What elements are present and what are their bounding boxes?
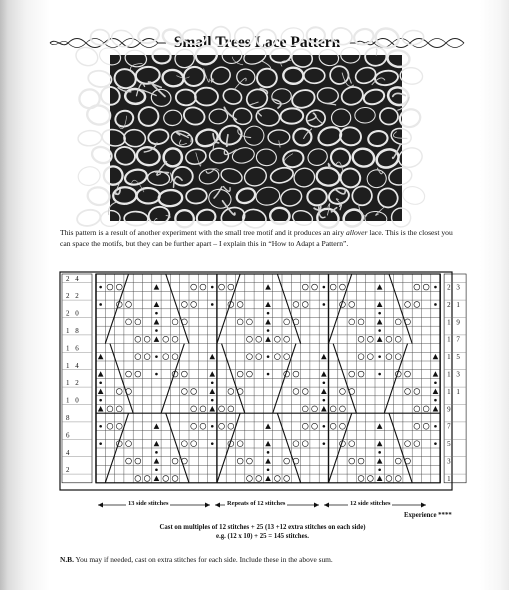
knot-symbol [211, 286, 214, 289]
left-row-number: 1 2 [66, 379, 81, 388]
right-row-number: 3 [447, 457, 453, 466]
left-row-number: 2 2 [66, 292, 81, 301]
experience-rating: Experience **** [404, 512, 452, 519]
knot-symbol [323, 399, 326, 402]
note-label: N.B. [60, 555, 74, 564]
intro-text-1: This pattern is a result of another experiment with the small tree motif and it produces an airy [60, 228, 346, 237]
right-row-number: 7 [447, 422, 453, 431]
right-row-number: 1 [447, 474, 453, 483]
right-side-label: 12 side stitches [350, 500, 391, 507]
cast-on-instructions [60, 523, 465, 541]
repeat-label-row [213, 499, 321, 511]
knot-symbol [434, 381, 437, 384]
right-row-number: 1 5 [447, 353, 462, 362]
knot-symbol [155, 451, 158, 454]
right-row-number: 9 [447, 405, 453, 414]
right-side-label-row [322, 499, 428, 511]
left-row-number: 6 [66, 431, 72, 440]
knot-symbol [378, 329, 381, 332]
repeat-label: Repeats of 12 stitches [227, 500, 286, 507]
knot-symbol [99, 303, 102, 306]
knot-symbol [99, 425, 102, 428]
knot-symbol [434, 303, 437, 306]
knot-symbol [211, 381, 214, 384]
knot-symbol [99, 442, 102, 445]
left-side-label: 13 side stitches [128, 500, 169, 507]
knot-symbol [211, 399, 214, 402]
knot-symbol [323, 303, 326, 306]
knot-symbol [434, 399, 437, 402]
right-row-number: 1 1 [447, 387, 462, 396]
knot-symbol [155, 468, 158, 471]
knot-symbol [211, 303, 214, 306]
knot-symbol [155, 312, 158, 315]
knot-symbol [323, 286, 326, 289]
knot-symbol [211, 442, 214, 445]
intro-text-2: lace. This is the closest you can space the motifs, but they can be further apart – I explain this in “How to Adapt a Pattern”. [60, 228, 453, 248]
knitting-chart [60, 272, 462, 490]
knot-symbol [155, 355, 158, 358]
intro-italic: allover [345, 228, 368, 237]
left-row-number: 1 0 [66, 396, 81, 405]
knot-symbol [434, 425, 437, 428]
knot-symbol [434, 286, 437, 289]
knot-symbol [267, 355, 270, 358]
knot-symbol [267, 373, 270, 376]
knot-symbol [155, 329, 158, 332]
right-row-number: 1 3 [447, 370, 462, 379]
note-text: You may if needed, cast on extra stitches for each side. Include these in the above sum. [73, 555, 333, 564]
left-row-number: 2 0 [66, 309, 81, 318]
left-side-label-row [96, 499, 212, 511]
knot-symbol [267, 451, 270, 454]
knot-symbol [211, 425, 214, 428]
knot-symbol [323, 425, 326, 428]
left-row-number: 2 4 [66, 274, 81, 283]
knot-symbol [378, 373, 381, 376]
left-row-number: 1 6 [66, 344, 81, 353]
knot-symbol [323, 442, 326, 445]
right-row-number: 1 9 [447, 318, 462, 327]
knot-symbol [267, 468, 270, 471]
note [60, 555, 465, 564]
left-row-number: 8 [66, 413, 72, 422]
left-row-number: 1 8 [66, 326, 81, 335]
right-row-number: 1 7 [447, 335, 462, 344]
knot-symbol [99, 399, 102, 402]
knot-symbol [155, 373, 158, 376]
right-row-number: 5 [447, 440, 453, 449]
knot-symbol [267, 312, 270, 315]
knot-symbol [434, 442, 437, 445]
right-row-number: 2 1 [447, 300, 462, 309]
knot-symbol [378, 451, 381, 454]
knot-symbol [378, 468, 381, 471]
lace-swatch-photo [110, 55, 402, 221]
cast-on-line-2: e.g. (12 x 10) + 25 = 145 stitches. [216, 533, 309, 540]
knot-symbol [378, 312, 381, 315]
intro-paragraph [60, 228, 465, 249]
knot-symbol [267, 329, 270, 332]
cast-on-line-1: Cast on multiples of 12 stitches + 25 (13 +12 extra stitches on each side) [159, 524, 366, 531]
knot-symbol [99, 381, 102, 384]
knot-symbol [378, 355, 381, 358]
left-row-number: 1 4 [66, 361, 81, 370]
page-title: Small Trees Lace Pattern [173, 34, 341, 51]
knot-symbol [323, 381, 326, 384]
left-row-number: 2 [66, 466, 72, 475]
left-row-number: 4 [66, 448, 72, 457]
right-row-number: 2 3 [447, 283, 462, 292]
knot-symbol [99, 286, 102, 289]
